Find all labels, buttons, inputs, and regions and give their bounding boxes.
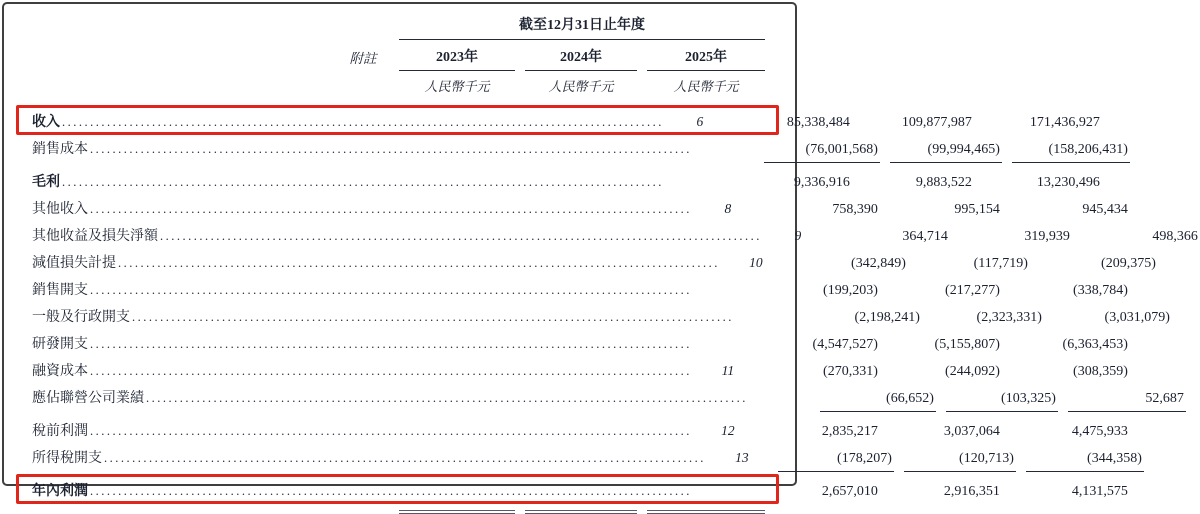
table-row-cost-of-sales [32,138,1128,163]
table-row-profit-for-year [32,480,1128,500]
table-row-finance-costs [32,360,1128,380]
value-cell-2024: 109,877,987 [901,115,972,130]
row-label: 收入 [32,115,60,130]
note-cell: 12 [721,423,735,438]
unit-label-2024: 人民幣千元 [548,79,614,94]
note-cell: 13 [735,450,749,465]
period-header: 截至12月31日止年度 [399,14,765,40]
value-cell-2025: (209,375) [1101,256,1156,271]
value-cell-2025: 52,687 [1068,391,1186,412]
double-rule-2024 [525,510,637,514]
row-label: 融資成本 [32,364,88,379]
value-cell-2023: 9,336,916 [793,175,850,190]
value-cell-2024: 319,939 [1024,229,1070,244]
note-cell: 6 [696,114,704,129]
value-cell-2025: (308,359) [1073,364,1128,379]
row-label: 其他收入 [32,202,88,217]
value-cell-2025: 4,131,575 [1071,484,1128,499]
value-cell-2023: (66,652) [820,391,936,412]
dot-leader [88,142,692,158]
value-cell-2025: 171,436,927 [1029,115,1100,130]
row-label: 所得稅開支 [32,451,102,466]
value-cell-2024: (217,277) [945,283,1000,298]
value-cell-2023: 85,338,484 [786,115,850,130]
table-row-gross-profit [32,171,1100,191]
value-cell-2023: 2,835,217 [821,424,878,439]
double-rule-2025 [647,510,765,514]
value-cell-2023: (199,203) [823,283,878,298]
value-cell-2025: (338,784) [1073,283,1128,298]
value-cell-2023: 364,714 [902,229,948,244]
row-label: 稅前利潤 [32,424,88,439]
note-column-header: 附註 [349,51,377,66]
dot-leader [88,337,692,353]
dot-leader [60,175,664,191]
table-row-revenue [32,111,1100,131]
row-label: 應佔聯營公司業績 [32,391,144,406]
table-row-other-income [32,198,1128,218]
total-double-rule-row [32,510,765,514]
row-label: 其他收益及損失淨額 [32,229,158,244]
value-cell-2024: 2,916,351 [943,484,1000,499]
double-rule-2023 [399,510,515,514]
value-cell-2025: (158,206,431) [1012,142,1130,163]
year-header-2025: 2025年 [647,42,765,71]
financial-statement-table [32,14,1198,514]
value-cell-2023: (2,198,241) [854,310,920,325]
value-cell-2025: 945,434 [1082,202,1128,217]
value-cell-2024: (103,325) [946,391,1058,412]
value-cell-2023: (178,207) [778,451,894,472]
value-cell-2024: 9,883,522 [915,175,972,190]
dot-leader [88,424,692,440]
value-cell-2025: 4,475,933 [1071,424,1128,439]
row-label: 銷售開支 [32,283,88,298]
table-row-profit-before-tax [32,420,1128,440]
value-cell-2025: (3,031,079) [1104,310,1170,325]
row-label: 年內利潤 [32,484,88,499]
row-label: 一般及行政開支 [32,310,130,325]
value-cell-2024: (117,719) [973,256,1028,271]
value-cell-2025: (344,358) [1026,451,1144,472]
value-cell-2024: (244,092) [945,364,1000,379]
row-label: 減值損失計提 [32,256,116,271]
row-label: 銷售成本 [32,142,88,157]
note-cell: 8 [724,201,732,216]
value-cell-2023: (342,849) [851,256,906,271]
dot-leader [144,391,748,407]
value-cell-2024: 995,154 [954,202,1000,217]
value-cell-2025: 13,230,496 [1036,175,1100,190]
dot-leader [88,364,692,380]
dot-leader [102,451,706,467]
note-cell: 9 [794,228,802,243]
value-cell-2024: (5,155,807) [934,337,1000,352]
table-row-rd-expenses [32,333,1128,353]
value-cell-2024: 3,037,064 [943,424,1000,439]
dot-leader [88,202,692,218]
dot-leader [88,484,692,500]
table-row-share-of-associates [32,387,1184,412]
value-cell-2025: 498,366 [1152,229,1198,244]
value-cell-2024: (99,994,465) [890,142,1002,163]
dot-leader [158,229,762,245]
table-body [32,111,1198,514]
dot-leader [116,256,720,272]
table-row-other-gains-losses [32,225,1198,245]
table-row-selling-expenses [32,279,1128,299]
unit-label-2023: 人民幣千元 [424,79,490,94]
dot-leader [88,283,692,299]
value-cell-2025: (6,363,453) [1062,337,1128,352]
unit-label-2025: 人民幣千元 [673,79,739,94]
row-label: 研發開支 [32,337,88,352]
dot-leader [60,115,664,131]
year-header-2023: 2023年 [399,42,515,71]
table-header-years-row [32,42,765,71]
value-cell-2023: 2,657,010 [821,484,878,499]
row-label: 毛利 [32,175,60,190]
value-cell-2023: (270,331) [823,364,878,379]
value-cell-2024: (120,713) [904,451,1016,472]
table-row-general-admin-expenses [32,306,1170,326]
dot-leader [130,310,734,326]
value-cell-2023: 758,390 [832,202,878,217]
table-row-impairment-losses [32,252,1156,272]
document-frame [2,2,1198,499]
note-cell: 11 [721,363,735,378]
table-header-units-row [32,71,765,95]
value-cell-2024: (2,323,331) [976,310,1042,325]
note-cell: 10 [749,255,763,270]
value-cell-2023: (4,547,527) [812,337,878,352]
value-cell-2023: (76,001,568) [764,142,880,163]
table-row-income-tax-expense [32,447,1142,472]
year-header-2024: 2024年 [525,42,637,71]
table-header-period-row [32,14,765,40]
